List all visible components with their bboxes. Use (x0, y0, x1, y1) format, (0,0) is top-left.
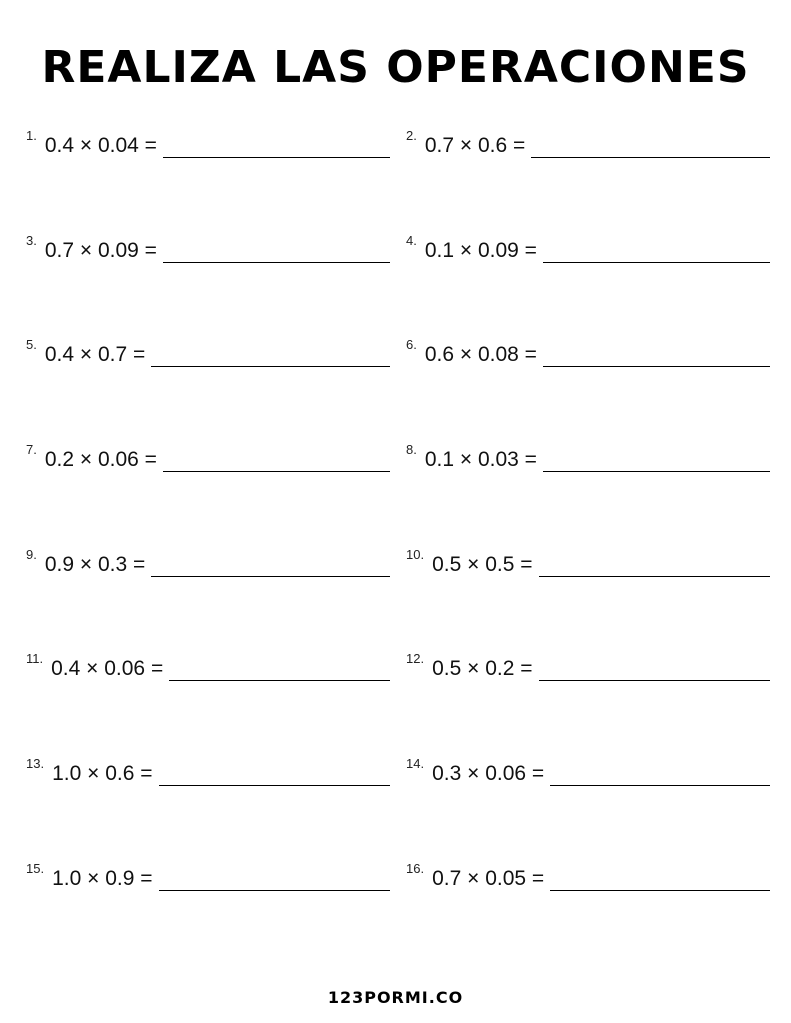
answer-line[interactable] (539, 575, 771, 577)
problem-number: 1. (26, 128, 37, 143)
problem-expression: 0.1 × 0.03 = (424, 448, 537, 472)
answer-line[interactable] (550, 784, 770, 786)
problem-expression: 0.6 × 0.08 = (424, 343, 537, 367)
answer-line[interactable] (159, 784, 391, 786)
worksheet-title: REALIZA LAS OPERACIONES (41, 42, 750, 93)
problem-item (26, 643, 390, 683)
answer-line[interactable] (550, 889, 770, 891)
problem-expression: 0.4 × 0.7 = (44, 343, 146, 367)
problem-number: 16. (406, 860, 425, 876)
problem-expression: 1.0 × 0.9 = (52, 866, 153, 890)
problem-item (26, 329, 390, 369)
problem-expression: 0.7 × 0.6 = (424, 134, 526, 157)
problem-expression: 0.7 × 0.09 = (44, 238, 157, 262)
problem-number: 5. (26, 337, 37, 353)
answer-line[interactable] (531, 156, 770, 158)
problem-item (406, 853, 770, 893)
answer-line[interactable] (151, 575, 390, 577)
problem-number: 10. (406, 546, 425, 562)
problem-number: 8. (406, 442, 417, 458)
problem-grid (26, 120, 771, 958)
problem-expression: 0.4 × 0.04 = (44, 134, 157, 157)
problem-number: 13. (26, 756, 45, 772)
problem-item (26, 748, 390, 788)
problem-number: 2. (406, 128, 417, 143)
answer-line[interactable] (159, 889, 391, 891)
problem-number: 11. (26, 651, 44, 667)
site-footer: 123PORMI.CO (327, 988, 464, 1007)
problem-number: 7. (26, 442, 37, 458)
answer-line[interactable] (543, 470, 770, 472)
answer-line[interactable] (163, 261, 390, 263)
problem-expression: 0.9 × 0.3 = (44, 552, 146, 576)
problem-item (406, 434, 770, 474)
problem-item (406, 329, 770, 369)
problem-expression: 0.3 × 0.06 = (432, 762, 545, 786)
answer-line[interactable] (543, 261, 770, 263)
problem-number: 4. (406, 232, 417, 248)
answer-line[interactable] (543, 365, 770, 367)
problem-item (406, 539, 770, 579)
problem-expression: 0.1 × 0.09 = (424, 238, 537, 262)
problem-item (406, 748, 770, 788)
problem-number: 3. (26, 232, 37, 248)
problem-expression: 0.2 × 0.06 = (44, 448, 157, 472)
problem-number: 9. (26, 546, 37, 562)
answer-line[interactable] (151, 365, 390, 367)
problem-expression: 0.4 × 0.06 = (51, 657, 164, 681)
problem-expression: 1.0 × 0.6 = (52, 762, 153, 786)
problem-item (406, 643, 770, 683)
problem-number: 6. (406, 337, 417, 353)
problem-number: 14. (406, 756, 425, 772)
problem-item (26, 853, 390, 893)
answer-line[interactable] (169, 679, 390, 681)
problem-expression: 0.5 × 0.5 = (432, 552, 533, 576)
problem-expression: 0.5 × 0.2 = (432, 657, 533, 681)
problem-item (406, 225, 770, 265)
answer-line[interactable] (163, 156, 390, 158)
problem-number: 12. (406, 651, 425, 667)
problem-item (406, 120, 770, 160)
problem-item (26, 120, 390, 160)
problem-item (26, 539, 390, 579)
problem-item (26, 225, 390, 265)
answer-line[interactable] (163, 470, 390, 472)
problem-item (26, 434, 390, 474)
problem-expression: 0.7 × 0.05 = (432, 866, 545, 890)
problem-number: 15. (26, 860, 45, 876)
answer-line[interactable] (539, 679, 771, 681)
